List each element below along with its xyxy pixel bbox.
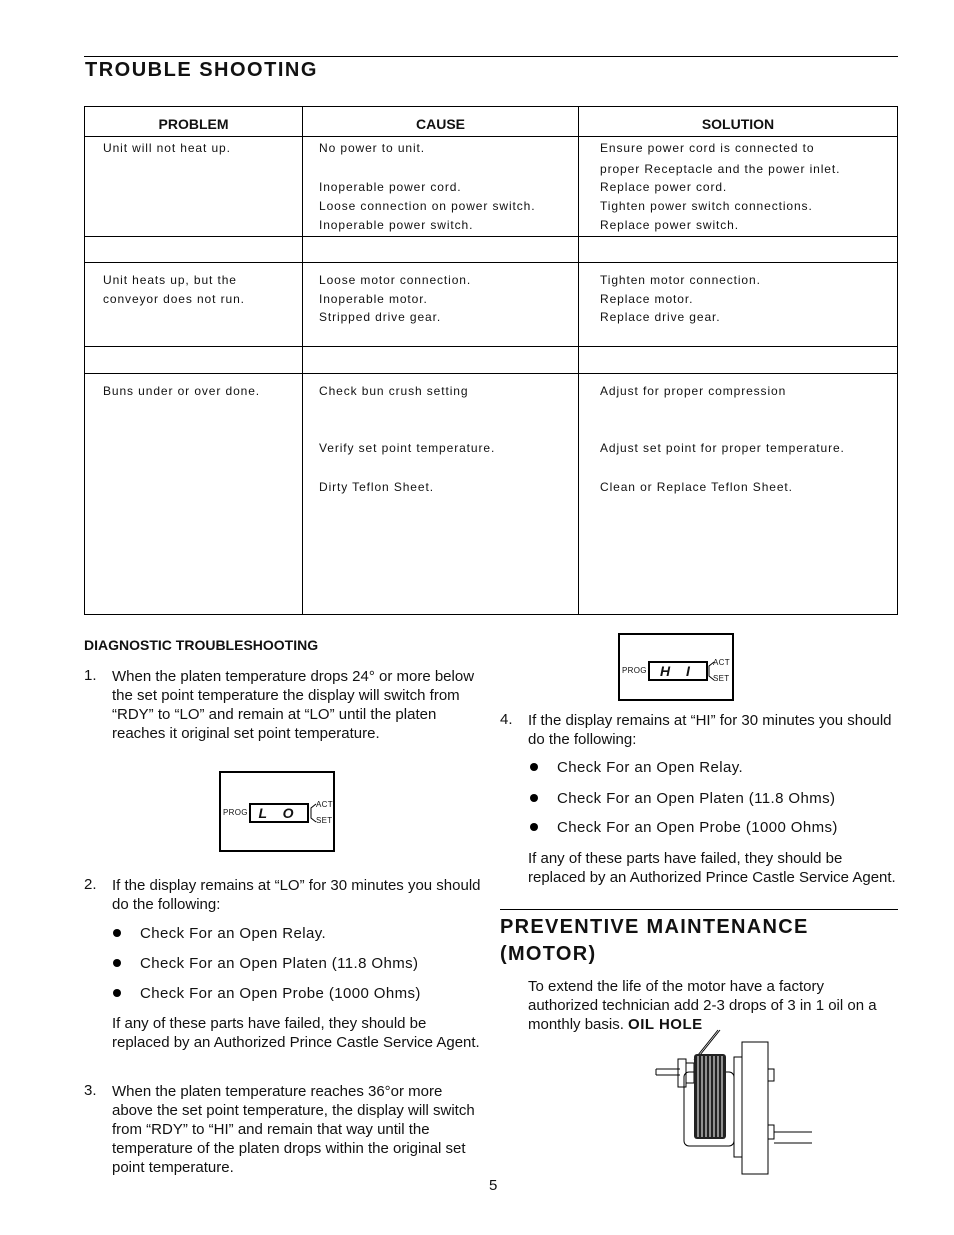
prog-label: PROG	[223, 808, 248, 817]
cause-cell: Check bun crush setting	[319, 384, 469, 398]
row-divider	[85, 262, 897, 263]
motor-illustration	[650, 1027, 815, 1177]
cause-cell: Inoperable power cord.	[319, 180, 462, 194]
cause-cell: Stripped drive gear.	[319, 310, 442, 324]
oil-hole-label: OIL HOLE	[628, 1016, 703, 1033]
prog-label: PROG	[622, 666, 647, 675]
cause-cell: No power to unit.	[319, 141, 426, 155]
step2-bullet: Check For an Open Probe (1000 Ohms)	[140, 985, 421, 1002]
header-divider	[85, 136, 897, 137]
bullet-icon	[530, 794, 538, 802]
cause-cell: Dirty Teflon Sheet.	[319, 480, 434, 494]
step4-bullet: Check For an Open Probe (1000 Ohms)	[557, 819, 838, 836]
header-problem: PROBLEM	[158, 116, 229, 132]
display-lo	[219, 771, 335, 852]
maintenance-heading: PREVENTIVE MAINTENANCE	[500, 916, 809, 938]
step4-note: If any of these parts have failed, they should be replaced by an Authorized Prince Castle Service Agent.	[528, 850, 896, 886]
bullet-icon	[530, 763, 538, 771]
bullet-icon	[113, 959, 121, 967]
row-divider	[85, 373, 897, 374]
header-cause: CAUSE	[415, 116, 465, 132]
solution-cell: Adjust set point for proper temperature.	[600, 441, 845, 455]
cause-cell: Inoperable power switch.	[319, 218, 474, 232]
lo-readout: L O	[249, 803, 309, 823]
solution-cell: Replace motor.	[600, 292, 694, 306]
cause-cell: Loose connection on power switch.	[319, 199, 536, 213]
problem-cell: Unit heats up, but the	[103, 273, 237, 287]
cause-cell: Verify set point temperature.	[319, 441, 496, 455]
act-label: ACT	[316, 800, 333, 809]
step2-note: If any of these parts have failed, they should be replaced by an Authorized Prince Castle Service Agent.	[112, 1015, 480, 1051]
column-divider	[302, 107, 303, 614]
solution-cell: Clean or Replace Teflon Sheet.	[600, 480, 793, 494]
step2-bullet: Check For an Open Relay.	[140, 925, 327, 942]
diagnostic-heading: DIAGNOSTIC TROUBLESHOOTING	[84, 637, 319, 653]
step-number: 4.	[500, 711, 513, 728]
row-divider	[85, 236, 897, 237]
bullet-icon	[530, 823, 538, 831]
problem-cell: Buns under or over done.	[103, 384, 261, 398]
page-title: TROUBLE SHOOTING	[85, 59, 318, 81]
solution-cell: proper Receptacle and the power inlet.	[600, 162, 841, 176]
page-number: 5	[489, 1177, 498, 1194]
set-label: SET	[316, 816, 333, 825]
header-solution: SOLUTION	[701, 116, 775, 132]
step3-text: When the platen temperature reaches 36°or more above the set point temperature, the display will switch from “RDY” to “HI” and remain that way until the temperature of the platen drops within the original set point temperature.	[112, 1083, 475, 1176]
step-number: 2.	[84, 876, 97, 893]
row-divider	[85, 346, 897, 347]
top-rule	[84, 56, 898, 57]
solution-cell: Ensure power cord is connected to	[600, 141, 815, 155]
problem-cell: conveyor does not run.	[103, 292, 245, 306]
cause-cell: Inoperable motor.	[319, 292, 428, 306]
solution-cell: Adjust for proper compression	[600, 384, 787, 398]
section-rule	[500, 909, 898, 910]
step2-bullet: Check For an Open Platen (11.8 Ohms)	[140, 955, 419, 972]
step-number: 1.	[84, 667, 97, 684]
cause-cell: Loose motor connection.	[319, 273, 472, 287]
bullet-icon	[113, 929, 121, 937]
display-hi	[618, 633, 734, 701]
bullet-icon	[113, 989, 121, 997]
act-set-bracket-icon	[308, 802, 318, 824]
solution-cell: Replace power switch.	[600, 218, 739, 232]
step4-text: If the display remains at “HI” for 30 minutes you should do the following:	[528, 712, 892, 748]
hi-readout: H I	[648, 661, 708, 681]
solution-cell: Tighten power switch connections.	[600, 199, 813, 213]
maintenance-text	[528, 977, 890, 1034]
step1-text: When the platen temperature drops 24° or more below the set point temperature the display will switch from “RDY” to “LO” and remain at “LO” until the platen reaches it original set point temperature.	[112, 668, 475, 742]
column-divider	[578, 107, 579, 614]
maintenance-instructions: To extend the life of the motor have a factory authorized technician add 2-3 drops of 3 in 1 oil on a monthly basis.	[528, 978, 877, 1033]
act-set-bracket-icon	[706, 660, 716, 682]
solution-cell: Replace drive gear.	[600, 310, 721, 324]
problem-cell: Unit will not heat up.	[103, 141, 231, 155]
step4-bullet: Check For an Open Platen (11.8 Ohms)	[557, 790, 836, 807]
step2-text: If the display remains at “LO” for 30 minutes you should do the following:	[112, 877, 481, 913]
step4-bullet: Check For an Open Relay.	[557, 759, 744, 776]
troubleshooting-table	[84, 106, 898, 615]
solution-cell: Replace power cord.	[600, 180, 728, 194]
set-label: SET	[713, 674, 730, 683]
maintenance-heading: (MOTOR)	[500, 943, 597, 965]
solution-cell: Tighten motor connection.	[600, 273, 761, 287]
act-label: ACT	[713, 658, 730, 667]
step-number: 3.	[84, 1082, 97, 1099]
